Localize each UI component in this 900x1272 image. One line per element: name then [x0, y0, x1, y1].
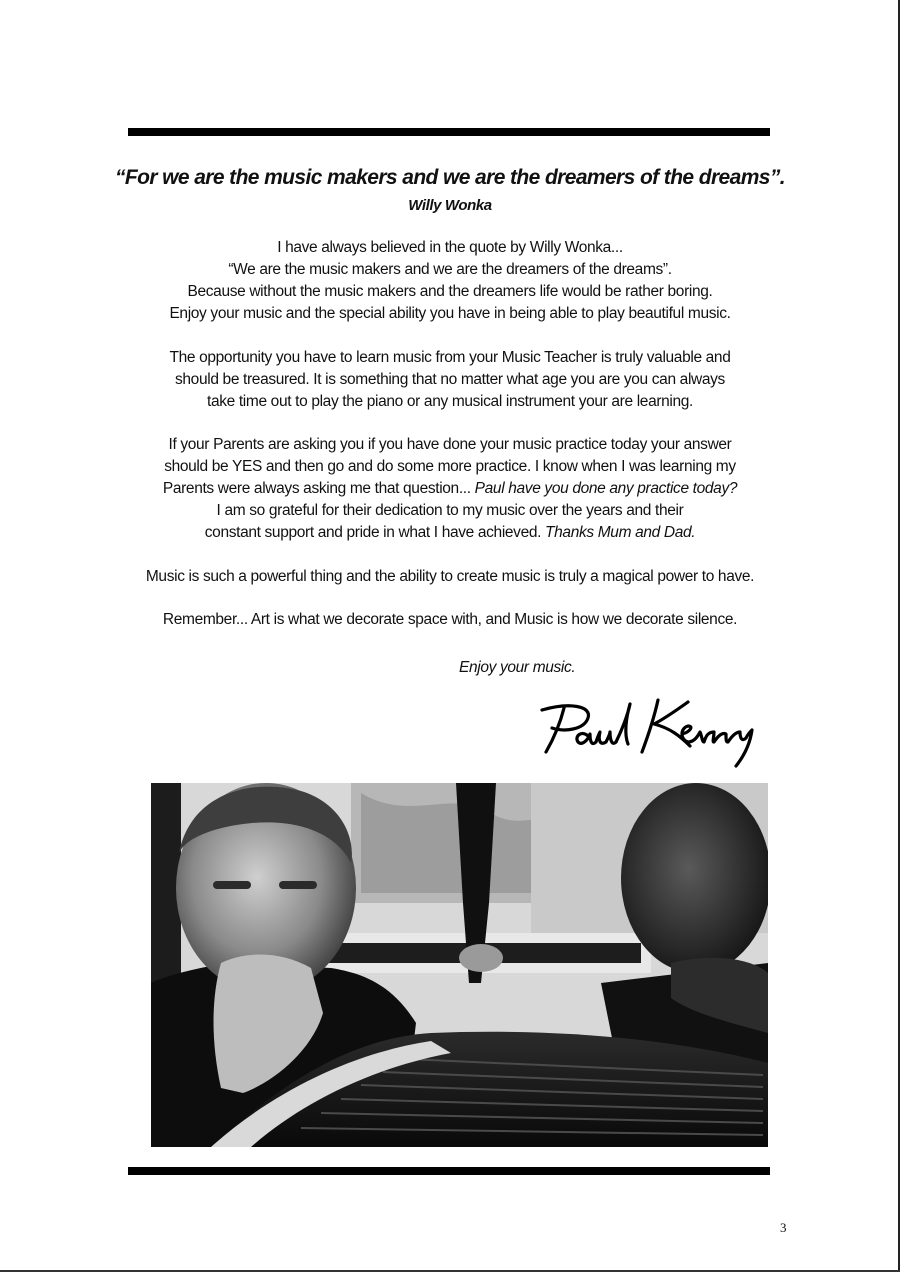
- paragraph-line: Remember... Art is what we decorate space with, and Music is how we decorate silence.: [162, 611, 738, 628]
- paragraph-line: [60, 478, 840, 500]
- signoff-text: Enjoy your music.: [459, 659, 576, 676]
- paragraph-power: [60, 566, 840, 588]
- italic-thanks: Thanks Mum and Dad.: [545, 524, 696, 541]
- paragraph-line: Music is such a powerful thing and the ability to create music is truly a magical power to have.: [145, 568, 755, 585]
- bottom-rule: [128, 1167, 770, 1175]
- signature: [530, 692, 760, 772]
- paragraph-line: “We are the music makers and we are the dreamers of the dreams”.: [228, 261, 672, 278]
- paragraph-teacher: [60, 347, 840, 413]
- paragraph-parents: [60, 434, 840, 544]
- quote-text: “For we are the music makers and we are the dreamers of the dreams”.: [115, 166, 785, 189]
- paragraph-line: The opportunity you have to learn music from your Music Teacher is truly valuable and: [169, 349, 731, 366]
- paragraph-line: If your Parents are asking you if you have done your music practice today your answer: [168, 436, 732, 453]
- italic-question: Paul have you done any practice today?: [474, 480, 738, 497]
- paragraph-intro: [60, 237, 840, 325]
- paragraph-line: Enjoy your music and the special ability you have in being able to play beautiful music.: [169, 305, 731, 322]
- paragraph-line: [60, 522, 840, 544]
- paragraph-line: I have always believed in the quote by Willy Wonka...: [277, 239, 623, 256]
- paragraph-line: should be YES and then go and do some more practice. I know when I was learning my: [164, 458, 736, 475]
- quote-author: Willy Wonka: [408, 197, 492, 214]
- paragraph-line: Because without the music makers and the dreamers life would be rather boring.: [187, 283, 713, 300]
- paragraph-text: constant support and pride in what I have achieved.: [204, 524, 546, 541]
- paragraph-remember: [60, 609, 840, 631]
- paragraph-text: Parents were always asking me that question...: [162, 480, 475, 497]
- page-number: 3: [780, 1220, 787, 1235]
- paragraph-line: should be treasured. It is something that no matter what age you are you can always: [175, 371, 725, 388]
- top-rule: [128, 128, 770, 136]
- paragraph-line: take time out to play the piano or any musical instrument your are learning.: [206, 393, 694, 410]
- paragraph-line: I am so grateful for their dedication to my music over the years and their: [216, 502, 684, 519]
- piano-photo: [151, 783, 768, 1147]
